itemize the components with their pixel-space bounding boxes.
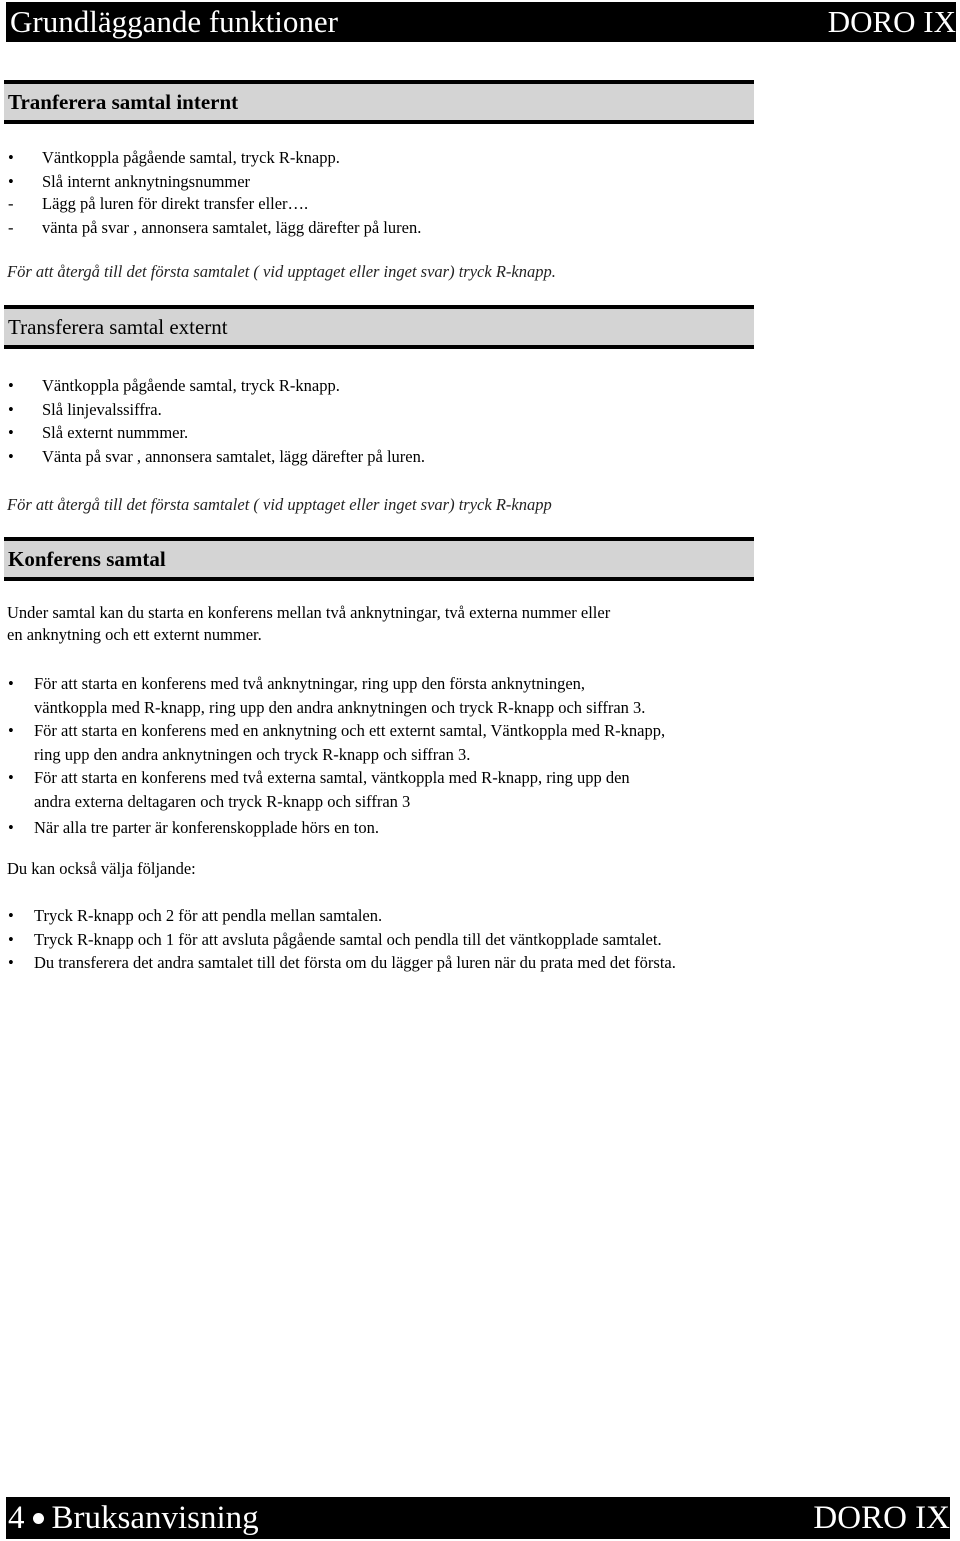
list-item: • För att starta en konferens med två anknytningar, ring upp den första anknytningen, väntkoppla med R-knapp, ring upp den andra anknytningen och tryck R-knapp och siffran 3. xyxy=(8,674,646,717)
list-item: • För att starta en konferens med två externa samtal, väntkoppla med R-knapp, ring upp den andra externa deltagaren och tryck R-knapp och siffran 3 xyxy=(8,768,630,811)
page-number: 4 xyxy=(8,1500,25,1536)
options-label: Du kan också välja följande: xyxy=(7,859,196,878)
list-item: • För att starta en konferens med en anknytning och ett externt samtal, Väntkoppla med R-knapp, ring upp den andra anknytningen och tryck R-knapp och siffran 3. xyxy=(8,721,666,764)
external-return-note: För att återgå till det första samtalet ( vid upptaget eller inget svar) tryck R-knapp xyxy=(7,495,552,514)
list-item: • Slå externt nummmer. xyxy=(8,423,189,442)
section-heading-internal xyxy=(4,80,754,124)
list-item: • Väntkoppla pågående samtal, tryck R-knapp. xyxy=(8,376,340,395)
list-item: • Slå linjevalssiffra. xyxy=(8,399,162,419)
section-heading-conference-text: Konferens samtal xyxy=(8,547,166,571)
page-header xyxy=(6,2,956,42)
options-list xyxy=(8,904,676,975)
section-heading-internal-text: Tranferera samtal internt xyxy=(8,90,239,114)
page-header-title: Grundläggande funktioner xyxy=(10,4,338,39)
internal-steps-list xyxy=(8,146,421,240)
list-item: • Slå internt anknytningsnummer xyxy=(8,171,251,191)
list-item: • När alla tre parter är konferenskopplade hörs en ton. xyxy=(8,818,379,837)
page-header-brand: DORO IX xyxy=(827,4,956,39)
conference-intro: Under samtal kan du starta en konferens mellan två anknytningar, två externa nummer eller en anknytning och ett externt nummer. xyxy=(7,603,611,644)
section-heading-external-text: Transferera samtal externt xyxy=(8,315,228,339)
manual-title: Bruksanvisning xyxy=(51,1500,259,1536)
external-steps-list xyxy=(8,374,425,468)
conference-steps-list xyxy=(8,672,665,840)
section-heading-conference xyxy=(4,537,754,581)
list-item: • Du transferera det andra samtalet till det första om du lägger på luren när du prata med det första. xyxy=(8,953,676,972)
list-item: • Väntkoppla pågående samtal, tryck R-knapp. xyxy=(8,148,340,167)
list-item: - Lägg på luren för direkt transfer eller…. xyxy=(8,194,309,213)
page-footer xyxy=(6,1497,950,1539)
section-heading-external xyxy=(4,305,754,349)
list-item: • Tryck R-knapp och 2 för att pendla mellan samtalen. xyxy=(8,906,383,925)
list-item: - vänta på svar , annonsera samtalet, lägg därefter på luren. xyxy=(8,218,422,237)
list-item: • Tryck R-knapp och 1 för att avsluta pågående samtal och pendla till det väntkopplade samtalet. xyxy=(8,929,662,949)
page-footer-brand: DORO IX xyxy=(813,1500,950,1536)
list-item: • Vänta på svar , annonsera samtalet, lägg därefter på luren. xyxy=(8,446,425,466)
internal-return-note: För att återgå till det första samtalet ( vid upptaget eller inget svar) tryck R-knapp. xyxy=(7,262,556,281)
page-footer-title xyxy=(8,1497,259,1539)
bullet-dot-icon xyxy=(33,1513,44,1524)
